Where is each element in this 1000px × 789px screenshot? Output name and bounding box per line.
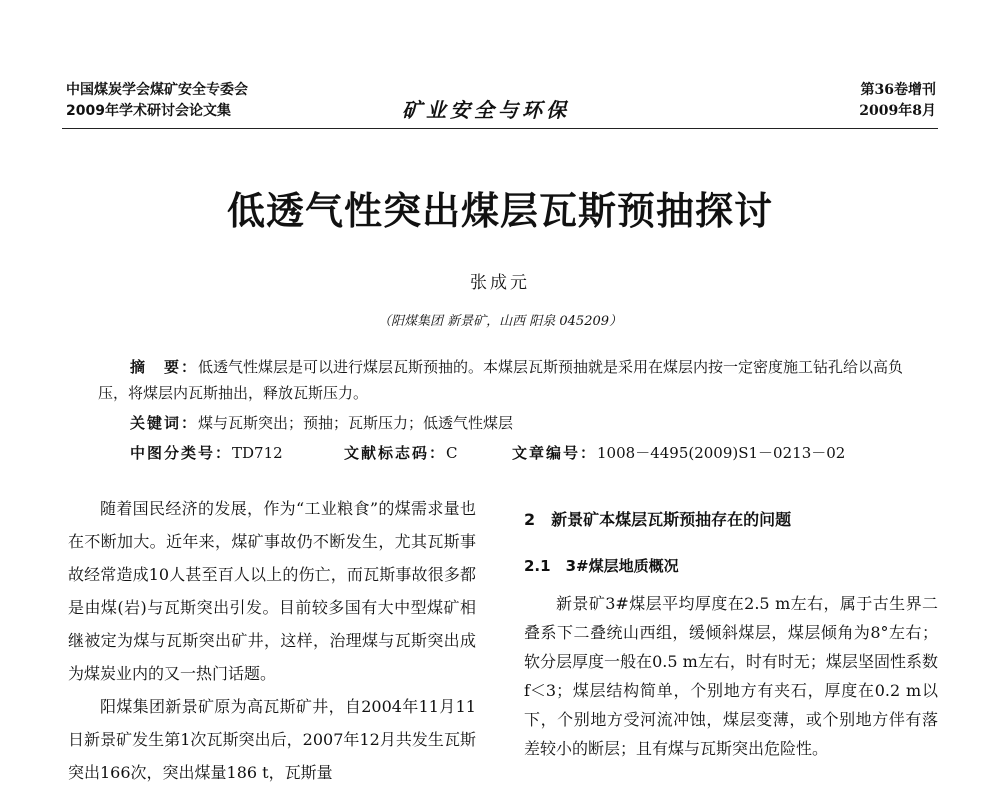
article-number-label: 文章编号：: [512, 444, 598, 462]
article-number-value: 1008－4495(2009)S1－0213－02: [597, 444, 846, 462]
journal-name: 矿业安全与环保: [402, 98, 570, 122]
clc-number: [130, 444, 283, 462]
header-committee: 中国煤炭学会煤矿安全专委会: [66, 82, 248, 98]
body-column-right: [524, 505, 938, 763]
section-heading-2: 2 新景矿本煤层瓦斯预抽存在的问题: [524, 510, 792, 529]
abstract: [98, 354, 906, 406]
article-number: [512, 440, 845, 466]
doc-code-label: 文献标志码：: [344, 444, 447, 462]
classification-row: [130, 440, 910, 466]
intro-paragraph-1: 随着国民经济的发展，作为“工业粮食”的煤需求量也在不断加大。近年来，煤矿事故仍不断发生，尤其瓦斯事故经常造成10人甚至百人以上的伤亡，而瓦斯事故很多都是由煤(岩)与瓦斯突出引发。目前较多国有大中型煤矿相继被定为煤与瓦斯突出矿井，这样，治理煤与瓦斯突出成为煤炭业内的又一热门话题。: [68, 499, 476, 683]
keywords-text: 煤与瓦斯突出；预抽；瓦斯压力；低透气性煤层: [198, 414, 514, 432]
header-volume: 第36卷增刊: [860, 82, 936, 98]
header-date: 2009年8月: [859, 103, 936, 119]
clc-label: 中图分类号：: [130, 444, 233, 462]
keywords-label: 关键词：: [130, 414, 199, 432]
document-code: [344, 440, 458, 466]
header-divider: [62, 128, 938, 129]
doc-code-value: C: [446, 444, 458, 462]
geology-paragraph: 新景矿3#煤层平均厚度在2.5 m左右，属于古生界二叠系下二叠统山西组，缓倾斜煤层，煤层倾角为8°左右；软分层厚度一般在0.5 m左右，时有时无；煤层坚固性系数f＜3；煤层结构简单，个别地方有夹石，厚度在0.2 m以下，个别地方受河流冲蚀，煤层变薄，或个别地方伴有落差较小的断层；且有煤与瓦斯突出危险性。: [524, 594, 938, 758]
body-column-left: [68, 492, 476, 789]
paper-title: 低透气性突出煤层瓦斯预抽探讨: [226, 189, 773, 233]
header-proceedings: 2009年学术研讨会论文集: [66, 103, 231, 119]
intro-paragraph-2: 阳煤集团新景矿原为高瓦斯矿井，自2004年11月11日新景矿发生第1次瓦斯突出后，2007年12月共发生瓦斯突出166次，突出煤量186 t，瓦斯量: [68, 697, 476, 782]
keywords: [130, 410, 513, 436]
abstract-text: 低透气性煤层是可以进行煤层瓦斯预抽的。本煤层瓦斯预抽就是采用在煤层内按一定密度施工钻孔给以高负压，将煤层内瓦斯抽出，释放瓦斯压力。: [98, 358, 904, 402]
journal-header-right: [859, 80, 936, 122]
clc-value: TD712: [232, 444, 283, 462]
paper-author: 张成元: [470, 273, 530, 293]
author-affiliation: （阳煤集团 新景矿，山西 阳泉 045209）: [377, 314, 623, 329]
journal-header-left: [66, 80, 248, 122]
subsection-heading-2-1: 2.1 3#煤层地质概况: [524, 557, 679, 575]
abstract-label: 摘 要：: [130, 358, 199, 376]
